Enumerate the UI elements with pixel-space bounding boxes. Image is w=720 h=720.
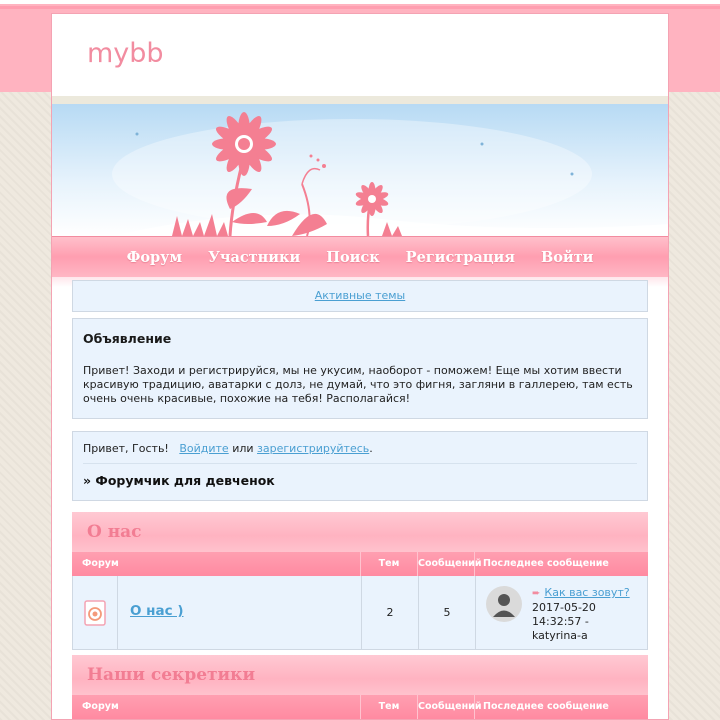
col-posts: Сообщений	[418, 552, 475, 576]
welcome-box	[72, 431, 648, 501]
register-link[interactable]: зарегистрируйтесь	[257, 442, 370, 455]
col-posts: Сообщений	[418, 695, 475, 719]
forum-name-link[interactable]: О нас )	[130, 603, 184, 619]
site-logo[interactable]: mybb	[87, 38, 164, 69]
forum-row	[72, 576, 648, 650]
forum-posts-count: 5	[419, 576, 476, 649]
last-post-cell	[476, 576, 647, 649]
breadcrumb[interactable]: » Форумчик для девченок	[83, 473, 275, 488]
category-title[interactable]: Наши секретики	[72, 655, 648, 695]
or-text: или	[232, 442, 254, 455]
header-banner	[52, 104, 668, 236]
forum-topics-count: 2	[362, 576, 419, 649]
column-header	[72, 695, 648, 719]
nav-search[interactable]: Поиск	[326, 248, 380, 266]
last-post-user[interactable]: katyrina-a	[532, 629, 588, 642]
main-nav	[52, 236, 668, 277]
category-title[interactable]: О нас	[72, 512, 648, 552]
active-topics-bar	[72, 280, 648, 312]
last-post-info	[532, 586, 641, 649]
col-topics: Тем	[361, 695, 418, 719]
nav-forum[interactable]: Форум	[126, 248, 183, 266]
last-post-link[interactable]: Как вас зовут?	[544, 586, 630, 599]
active-topics-link[interactable]: Активные темы	[314, 289, 406, 302]
last-post-date: 2017-05-20 14:32:57 -	[532, 601, 596, 628]
col-last: Последнее сообщение	[483, 701, 609, 712]
site-tagline: We create dialogue!	[88, 76, 219, 91]
forum-name-cell	[118, 576, 362, 649]
login-link[interactable]: Войдите	[179, 442, 229, 455]
col-forum: Форум	[72, 695, 361, 719]
flowers-illustration	[52, 104, 668, 236]
site-header	[52, 14, 668, 104]
announcement-title: Объявление	[83, 331, 172, 346]
arrow-right-icon: ➨	[532, 588, 541, 599]
col-last: Последнее сообщение	[483, 558, 609, 569]
greeting-text: Привет, Гость!	[83, 442, 169, 455]
category-secrets	[72, 655, 648, 719]
forum-icon	[73, 576, 118, 649]
col-forum: Форум	[72, 552, 361, 576]
nav-login[interactable]: Войти	[540, 248, 594, 266]
col-topics: Тем	[361, 552, 418, 576]
nav-members[interactable]: Участники	[208, 248, 301, 266]
announcement-text: Привет! Заходи и регистрируйся, мы не укусим, наоборот - поможем! Еще мы хотим ввести красивую традицию, аватарки с долз, не думай, что это фигня, загляни в галлерею, там есть очень очень красивые, похожие на тебя! Располагайся!	[83, 364, 633, 405]
welcome-greeting	[83, 442, 637, 464]
announcement-box	[72, 318, 648, 419]
period-text: .	[369, 442, 373, 455]
column-header	[72, 552, 648, 576]
category-about	[72, 512, 648, 650]
nav-register[interactable]: Регистрация	[405, 248, 515, 266]
page-container	[51, 13, 669, 720]
avatar[interactable]	[486, 586, 522, 622]
